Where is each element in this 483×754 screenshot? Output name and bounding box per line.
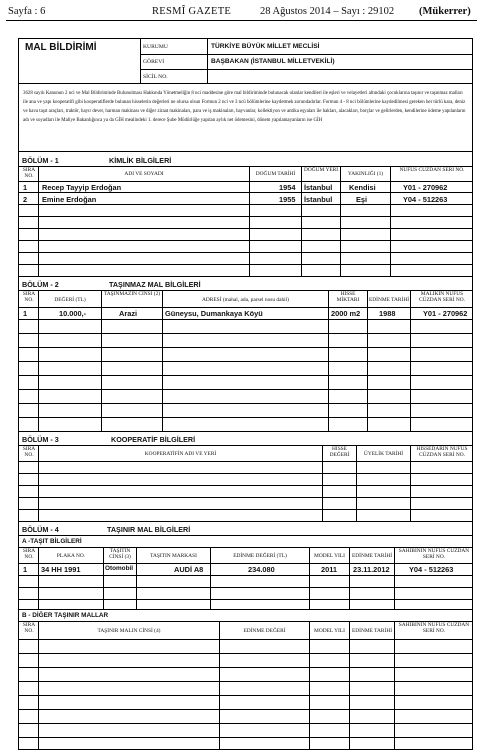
s2-row-line [19,319,472,320]
s3-col-name: KOOPERATİFİN ADI VE YERİ [144,451,217,457]
section3-label: BÖLÜM - 3 [22,435,59,444]
s2-row-line [19,333,472,334]
s1-col-no: SIRA NO. [22,167,36,179]
s1-col-divider [249,166,250,276]
s4b-row-line [19,681,472,682]
s4a-col-year: MODEL YILI [314,553,345,559]
s2-col-value: DEĞERİ (TL) [54,297,86,303]
s2-row-line [19,417,472,418]
section4-sub-b: B - DİĞER TAŞINIR MALLAR [22,612,109,619]
s4a-col-divider [349,547,350,609]
gazette-name: RESMÎ GAZETE [152,6,232,17]
intro-bottom-rule [19,151,472,152]
s2-col-divider [101,290,102,431]
s4b-col-divider [38,621,39,749]
s4b-row-line [19,723,472,724]
s1-col-divider [301,166,302,276]
s1-row2-name: Emine Erdoğan [42,195,97,204]
section3-title: KOOPERATİF BİLGİLERİ [111,435,196,444]
s1-col-name: ADI VE SOYADI [124,171,164,177]
s4b-col-no: SIRA NO. [22,622,36,634]
s3-col-no: SIRA NO. [22,446,36,458]
s4a-col-value: EDİNME DEĞERİ (TL) [233,553,287,559]
s4b-col-year: MODEL YILI [314,628,345,634]
s4b-col-idno: SAHİBİNİN NÜFUS CÜZDAN SERİ NO. [398,622,470,634]
s3-col-divider [410,445,411,521]
s1-row1-name: Recep Tayyip Erdoğan [42,183,122,192]
s3-col-divider [356,445,357,521]
s3-header-rule [19,461,472,462]
s4a-row1-year: 2011 [321,565,338,574]
s2-col-divider [38,290,39,431]
s2-row-line [19,347,472,348]
s4a-col-divider [136,547,137,609]
s1-row-line [19,192,472,193]
s3-col-divider [322,445,323,521]
s2-col-divider [162,290,163,431]
form-title: MAL BİLDİRİMİ [25,42,97,53]
s3-row-line [19,509,472,510]
s4b-col-value: EDİNME DEĞERİ [243,628,286,634]
s1-header-rule [19,181,472,182]
s1-row1-idno: Y01 - 270962 [403,183,448,192]
s4b-row-line [19,695,472,696]
s4a-col-no: SIRA NO. [22,548,36,560]
s2-row1-type: Arazi [119,309,138,318]
s4a-col-brand: TAŞITIN MARKASI [150,553,197,559]
s4b-col-type: TAŞINIR MALIN CİNSİ (4) [97,628,161,634]
s4a-row1-plate: 34 HH 1991 [41,565,81,574]
declaration-form [18,38,473,750]
s3-col-divider [38,445,39,521]
s1-col-relation: YAKINLIĞI (1) [347,171,384,177]
s4a-col-divider [394,547,395,609]
header-rule [6,20,477,21]
section2-rule [19,290,472,291]
s4a-col-divider [103,547,104,609]
s1-row-line [19,216,472,217]
s4a-row1-idno: Y04 - 512263 [409,565,454,574]
s4b-header-rule [19,639,472,640]
s2-col-date: EDİNME TARİHİ [368,297,410,303]
kurumu-value: TÜRKİYE BÜYÜK MİLLET MECLİSİ [211,43,320,50]
gorevi-value: BAŞBAKAN (İSTANBUL MİLLETVEKİLİ) [211,58,335,65]
section2-title: TAŞINMAZ MAL BİLGİLERİ [109,280,201,289]
s4a-row1-no: 1 [23,565,28,574]
page-number: Sayfa : 6 [8,6,46,17]
label-rule-1 [140,54,472,55]
s3-col-idno: HİSSEDARIN NÜFUS CÜZDAN SERİ NO. [416,446,468,458]
s1-row2-relation: Eşi [356,195,368,204]
s2-row1-share: 2000 m2 [331,309,361,318]
s4a-row-line [19,599,472,600]
section4-sub-a: A -TAŞIT BİLGİLERİ [22,538,82,545]
s4b-row-line [19,653,472,654]
section4-label: BÖLÜM - 4 [22,525,59,534]
section1-label: BÖLÜM - 1 [22,156,59,165]
s3-row-line [19,485,472,486]
s2-row-line [19,361,472,362]
s4a-col-divider [38,547,39,609]
s2-col-divider [410,290,411,431]
sicil-label: SİCİL NO. [143,74,168,80]
s4a-row-line [19,587,472,588]
s2-col-type: TAŞINMAZIN CİNSİ (2) [103,291,161,297]
s4a-header-rule [19,563,472,564]
s3-row-line [19,473,472,474]
s2-row-line [19,389,472,390]
s2-row1-date: 1988 [379,309,396,318]
s2-col-idno: MALİKİN NÜFUS CÜZDAN SERİ NO. [419,291,465,303]
s2-row-line [19,403,472,404]
s4b-row-line [19,667,472,668]
s1-col-divider [390,166,391,276]
issue-date: 28 Ağustos 2014 – Sayı : 29102 [260,6,395,17]
s4b-col-divider [219,621,220,749]
s3-col-date: ÜYELİK TARİHİ [363,451,404,457]
s1-row1-relation: Kendisi [349,183,376,192]
section2-label: BÖLÜM - 2 [22,280,59,289]
kurumu-label: KURUMU [143,44,168,50]
section3-end-rule [19,521,472,522]
s4b-col-divider [349,621,350,749]
s2-row1-value: 10.000,- [59,309,87,318]
s4a-col-divider [210,547,211,609]
s4a-col-idno: SAHİBİNİN NÜFUS CÜZDAN SERİ NO. [398,548,470,560]
s4a-row1-date: 23.11.2012 [353,565,390,574]
s1-col-birthplace: DOĞUM YERİ [303,167,339,173]
s2-col-share: HİSSE MİKTARI [336,291,360,303]
s1-col-birthdate: DOĞUM TARİHİ [255,171,296,177]
s4a-row-line [19,575,472,576]
s1-row2-birthdate: 1955 [279,195,296,204]
s1-row1-no: 1 [23,183,28,192]
s1-col-divider [38,166,39,276]
s1-col-divider [340,166,341,276]
s1-row-line [19,252,472,253]
label-divider [207,39,208,83]
s2-col-divider [328,290,329,431]
s1-row1-birthdate: 1954 [279,183,296,192]
s1-row2-no: 2 [23,195,28,204]
s2-col-no: SIRA NO. [22,291,36,303]
s2-row1-idno: Y01 - 270962 [423,309,468,318]
section1-end-rule [19,276,472,277]
s2-header-rule [19,307,472,308]
s1-row-line [19,204,472,205]
s2-row-line [19,375,472,376]
s4b-row-line [19,737,472,738]
section4-rule [19,535,472,536]
s3-col-value: HİSSE DEĞERİ [329,446,350,458]
s4a-row1-brand: AUDİ A8 [174,565,204,574]
s4a-col-plate: PLAKA NO. [56,553,86,559]
s4a-row1-type: Otomobil [105,565,134,572]
s4b-col-date: EDİNME TARİHİ [351,628,393,634]
s4b-row-line [19,709,472,710]
s1-row2-idno: Y04 - 512263 [403,195,448,204]
intro-paragraph: 3628 sayılı Kanunun 2 nci ve Mal Bildiriminde Bulunulması Hakkında Yönetmeliğin 8 nci maddesine göre mal bildiriminde bulunacak olanlar kendileri ile eşleri ve velayetleri altındaki çocuklarına taşınır ve taşınmaz malları ile ana ve yapı kooperatifi gibi kooperatiflerde bulunan hisselerin değerleri ne olursa olsun Formun 2 nci ve 3 ncü bölümlerine kaydetmek zorundadırlar. Formun 4 - 8 nci bölümlerine kaydedilmesi gereken her türlü kara, deniz ve hava taşıt araçları, traktör, hayır dever, harman makinası ve diğer ziraat makinaları, para ve iş makinaları, hayvanlar, kollektiyon ve antika eşyaları ile hakları, alacakları, borçlar ve gelirlerden, kendilerine ödeme yapılanların adı ve soyadları ile Maliye Bakanlığınca ya da GİH mealindeki 1. derece Şube Müdürlüğe yapılan aylık net ödemesini, dönem yapılamayanların ise GİH [23,91,466,123]
s4a-col-divider [309,547,310,609]
s1-row1-birthplace: İstanbul [304,183,333,192]
s2-col-divider [367,290,368,431]
issue-extra: (Mükerrer) [419,6,471,17]
section4-title: TAŞINIR MAL BİLGİLERİ [107,525,191,534]
label-rule-2 [140,69,472,70]
header-bottom-rule [19,83,472,84]
s4a-col-type: TAŞITIN CİNSİ (3) [109,548,131,560]
s1-row-line [19,264,472,265]
sub-a-end-rule [19,609,472,610]
s1-row-line [19,240,472,241]
s4b-col-divider [394,621,395,749]
s3-row-line [19,497,472,498]
section1-title: KİMLİK BİLGİLERİ [109,156,172,165]
s2-row1-address: Güneysu, Dumankaya Köyü [165,309,263,318]
s1-row-line [19,228,472,229]
s4a-col-date: EDİNME TARİHİ [351,553,393,559]
s1-col-idno: NÜFUS CÜZDAN SERİ NO. [399,167,465,173]
gorevi-label: GÖREVİ [143,59,165,65]
section2-end-rule [19,431,472,432]
s1-row2-birthplace: İstanbul [304,195,333,204]
gazette-header [0,0,483,22]
section3-rule [19,445,472,446]
s4a-row1-value: 234.080 [248,565,275,574]
s2-col-address: ADRESİ (mahal, ada, parsel nosu dahil) [202,297,289,303]
s2-row1-no: 1 [23,309,28,318]
s4b-col-divider [309,621,310,749]
title-divider [140,39,141,83]
